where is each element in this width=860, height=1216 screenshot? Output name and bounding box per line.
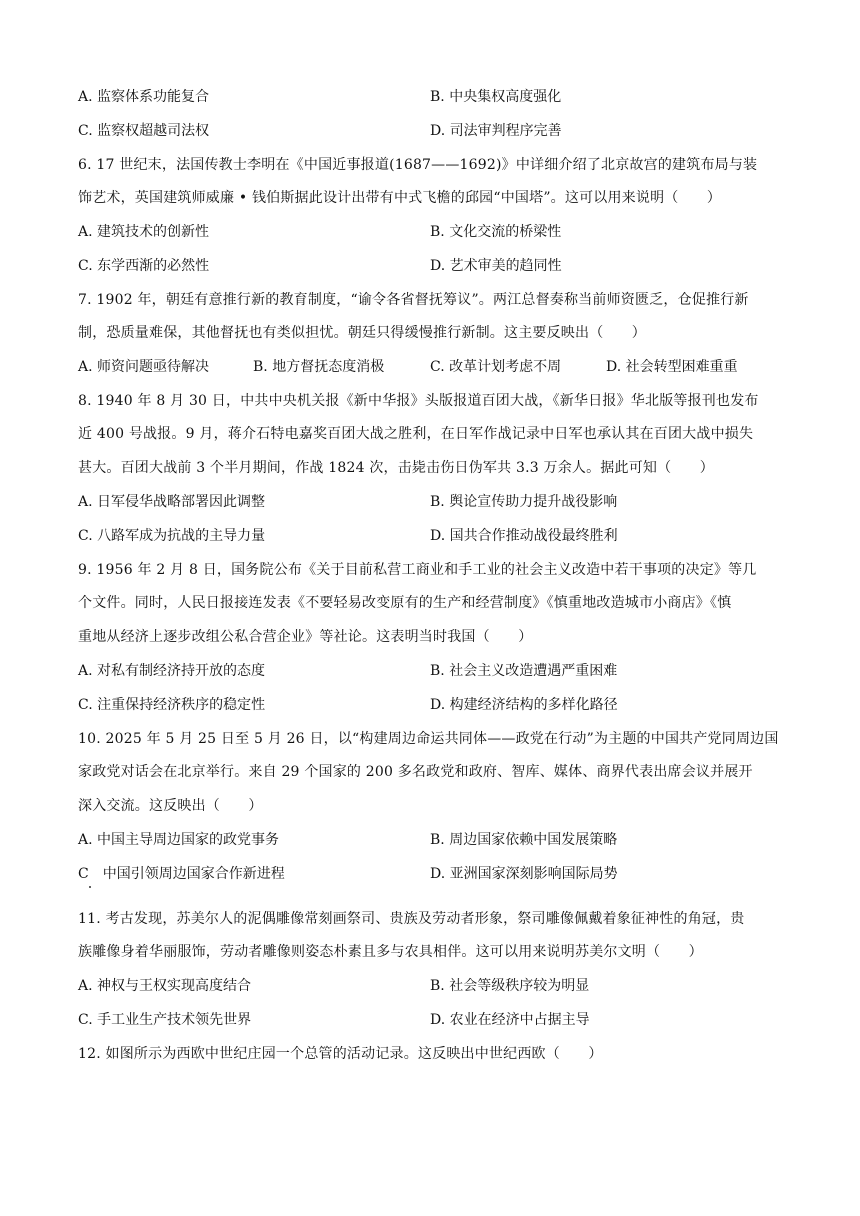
- q6-stem-line1: 6. 17 世纪末，法国传教士李明在《中国近事报道(1687——1692)》中详细介绍了北京故宫的建筑布局与装: [78, 157, 758, 173]
- q9-stem-line2: 个文件。同时，人民日报接连发表《不要轻易改变原有的生产和经营制度》《慎重地改造城市小商店》《慎: [78, 595, 732, 611]
- q11-option-b: B. 社会等级秩序较为明显: [430, 978, 590, 994]
- q8-option-a: A. 日军侵华战略部署因此调整: [78, 494, 266, 510]
- q10-stem-line2: 家政党对话会在北京举行。来自 29 个国家的 200 多名政党和政府、智库、媒体、商界代表出席会议并展开: [78, 764, 753, 780]
- q7-option-b: B. 地方督抚态度消极: [253, 359, 385, 375]
- q10-option-c: C 中国引领周边国家合作新进程: [78, 866, 285, 882]
- q5-option-d: D. 司法审判程序完善: [430, 123, 562, 139]
- stray-dot-mark: [89, 886, 91, 888]
- q9-stem-line1: 9. 1956 年 2 月 8 日，国务院公布《关于目前私营工商业和手工业的社会主义改造中若干事项的决定》等几: [78, 562, 757, 578]
- q9-stem-line3: 重地从经济上逐步改组公私合营企业》等社论。这表明当时我国（ ）: [78, 629, 533, 645]
- q5-option-c: C. 监察权超越司法权: [78, 123, 210, 139]
- q6-stem-line2: 饰艺术，英国建筑师威廉 • 钱伯斯据此设计出带有中式飞檐的邱园“中国塔”。这可以用来说明（ ）: [78, 190, 722, 206]
- q6-option-d: D. 艺术审美的趋同性: [430, 258, 562, 274]
- q6-option-a: A. 建筑技术的创新性: [78, 224, 210, 240]
- q8-option-b: B. 舆论宣传助力提升战役影响: [430, 494, 618, 510]
- q6-option-c: C. 东学西渐的必然性: [78, 258, 210, 274]
- q10-stem-line1: 10. 2025 年 5 月 25 日至 5 月 26 日，以“构建周边命运共同体——政党在行动”为主题的中国共产党同周边国: [78, 731, 779, 747]
- q8-stem-line3: 甚大。百团大战前 3 个半月期间，作战 1824 次，击毙击伤日伪军共 3.3 万余人。据此可知（ ）: [78, 460, 714, 476]
- q11-stem-line1: 11. 考古发现，苏美尔人的泥偶雕像常刻画祭司、贵族及劳动者形象，祭司雕像佩戴着象征神性的角冠，贵: [78, 911, 745, 927]
- q11-option-c: C. 手工业生产技术领先世界: [78, 1012, 252, 1028]
- q10-option-b: B. 周边国家依赖中国发展策略: [430, 832, 618, 848]
- q10-stem-line3: 深入交流。这反映出（ ）: [78, 798, 263, 814]
- q5-option-b: B. 中央集权高度强化: [430, 89, 562, 105]
- q9-option-c: C. 注重保持经济秩序的稳定性: [78, 697, 266, 713]
- q8-stem-line1: 8. 1940 年 8 月 30 日，中共中央机关报《新中华报》头版报道百团大战，《新华日报》华北版等报刊也发布: [78, 393, 759, 409]
- q6-option-b: B. 文化交流的桥梁性: [430, 224, 562, 240]
- q9-option-d: D. 构建经济结构的多样化路径: [430, 697, 618, 713]
- q8-option-c: C. 八路军成为抗战的主导力量: [78, 528, 266, 544]
- q12-stem-line1: 12. 如图所示为西欧中世纪庄园一个总管的活动记录。这反映出中世纪西欧（ ）: [78, 1046, 603, 1062]
- q8-option-d: D. 国共合作推动战役最终胜利: [430, 528, 618, 544]
- q11-option-d: D. 农业在经济中占据主导: [430, 1012, 590, 1028]
- q9-option-b: B. 社会主义改造遭遇严重困难: [430, 663, 618, 679]
- q7-stem-line1: 7. 1902 年，朝廷有意推行新的教育制度，“谕令各省督抚筹议”。两江总督奏称当前师资匮乏，仓促推行新: [78, 292, 749, 308]
- q9-option-a: A. 对私有制经济持开放的态度: [78, 663, 266, 679]
- q10-option-d: D. 亚洲国家深刻影响国际局势: [430, 866, 618, 882]
- q7-option-d: D. 社会转型困难重重: [606, 359, 738, 375]
- q7-option-a: A. 师资问题亟待解决: [78, 359, 210, 375]
- q10-option-a: A. 中国主导周边国家的政党事务: [78, 832, 280, 848]
- q7-stem-line2: 制，恐质量难保，其他督抚也有类似担忧。朝廷只得缓慢推行新制。这主要反映出（ ）: [78, 325, 646, 341]
- q5-option-a: A. 监察体系功能复合: [78, 89, 210, 105]
- q8-stem-line2: 近 400 号战报。9 月，蒋介石特电嘉奖百团大战之胜利，在日军作战记录中日军也承认其在百团大战中损失: [78, 426, 754, 442]
- q11-option-a: A. 神权与王权实现高度结合: [78, 978, 252, 994]
- q7-option-c: C. 改革计划考虑不周: [430, 359, 562, 375]
- q11-stem-line2: 族雕像身着华丽服饰，劳动者雕像则姿态朴素且多与农具相伴。这可以用来说明苏美尔文明（ ）: [78, 944, 703, 960]
